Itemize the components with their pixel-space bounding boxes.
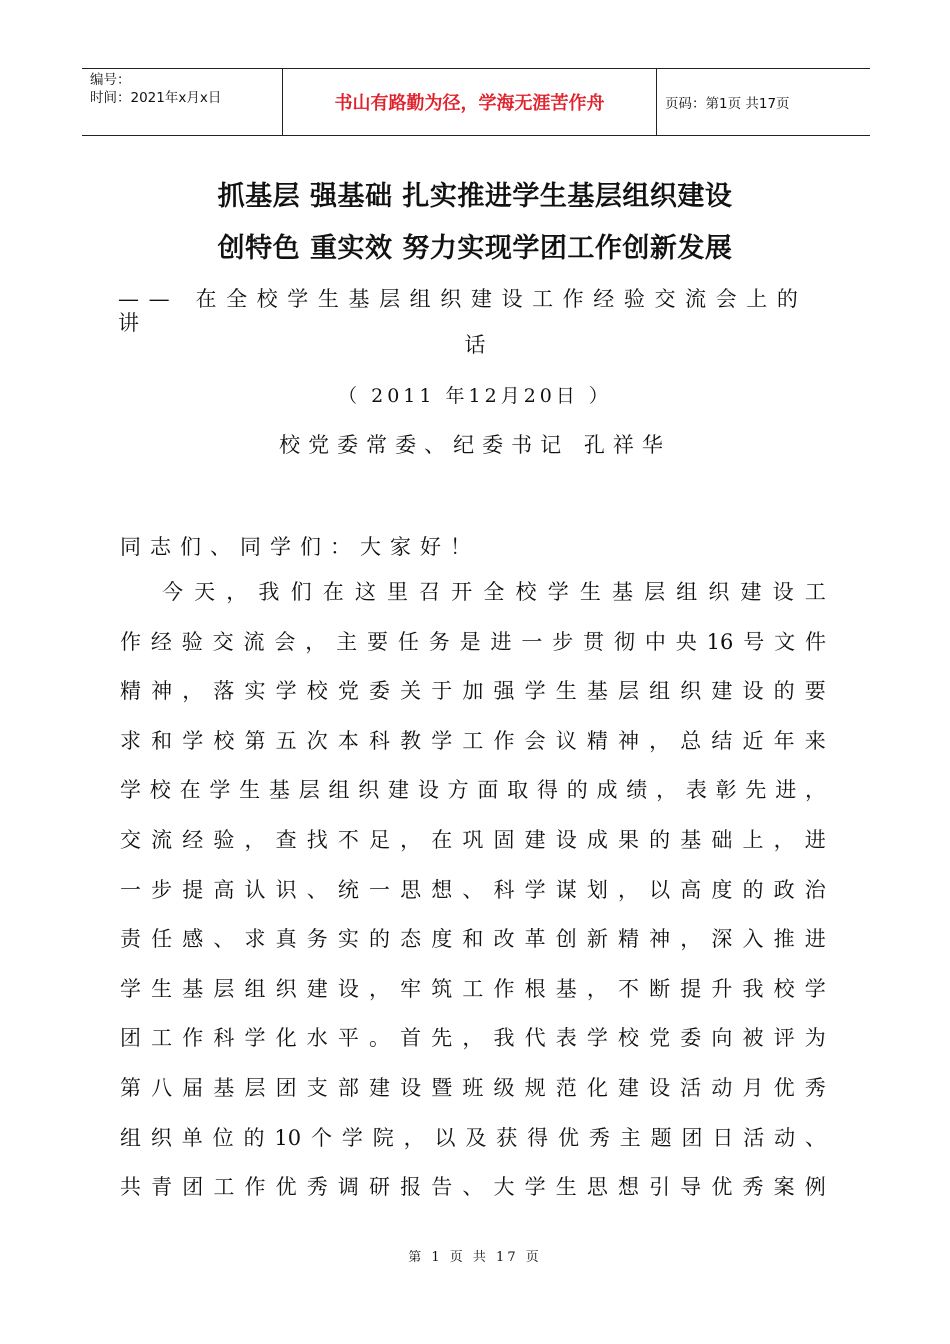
body-line: 学 生 基 层 组 织 建 设 ， 牢 筑 工 作 根 基 ， 不 断 提 升 我 校 学: [120, 976, 826, 1001]
speech-author: 校党委常委、纪委书记 孔祥华: [279, 433, 671, 457]
title-line-1: 抓基层 强基础 扎实推进学生基层组织建设: [217, 181, 733, 212]
body-line: 学 校 在 学 生 基 层 组 织 建 设 方 面 取 得 的 成 绩 ， 表 彰 先 进 ，: [120, 778, 826, 803]
subtitle-line-1: —— 在全校学生基层组织建设工作经验交流会上的讲: [118, 287, 808, 335]
number-label: 编号：: [90, 72, 131, 88]
header-meta-cell: [82, 69, 283, 135]
body-line: 求 和 学 校 第 五 次 本 科 教 学 工 作 会 议 精 神 ， 总 结 近 年 来: [120, 728, 826, 753]
body-line: 共 青 团 工 作 优 秀 调 研 报 告 、 大 学 生 思 想 引 导 优 秀 案 例: [120, 1175, 826, 1200]
body-line: 组 织 单 位 的 10 个 学 院 ， 以 及 获 得 优 秀 主 题 团 日 活 动 、: [120, 1125, 826, 1150]
greeting: 同志们、同学们：大家好！: [120, 535, 480, 559]
subtitle-line-2: 话: [464, 333, 486, 357]
body-line: 交 流 经 验 ， 查 找 不 足 ， 在 巩 固 建 设 成 果 的 基 础 上 ， 进: [120, 827, 826, 852]
header-page-info: 页码：第1页 共17页: [665, 96, 790, 112]
document-header-table: [82, 68, 870, 136]
body-paragraph: [120, 578, 826, 1223]
body-line: 第 八 届 基 层 团 支 部 建 设 暨 班 级 规 范 化 建 设 活 动 月 优 秀: [120, 1075, 826, 1100]
time-label: 时间：2021年x月x日: [90, 90, 222, 106]
page-footer: 第 1 页 共 17 页: [408, 1250, 542, 1265]
body-line: 作 经 验 交 流 会 ， 主 要 任 务 是 进 一 步 贯 彻 中 央 16 号 文 件: [120, 629, 826, 654]
body-line: 团 工 作 科 学 化 水 平 。 首 先 ， 我 代 表 学 校 党 委 向 被 评 为: [120, 1026, 826, 1051]
body-line: 今 天 ， 我 们 在 这 里 召 开 全 校 学 生 基 层 组 织 建 设 工: [162, 580, 826, 604]
body-line: 精 神 ， 落 实 学 校 党 委 关 于 加 强 学 生 基 层 组 织 建 设 的 要: [120, 679, 826, 704]
speech-date: （ 2011 年12月20日 ）: [338, 385, 612, 407]
title-line-2: 创特色 重实效 努力实现学团工作创新发展: [217, 233, 733, 264]
body-line: 一 步 提 高 认 识 、 统 一 思 想 、 科 学 谋 划 ， 以 高 度 的 政 治: [120, 877, 826, 902]
body-line: 责 任 感 、 求 真 务 实 的 态 度 和 改 革 创 新 精 神 ， 深 入 推 进: [120, 927, 826, 952]
header-motto: 书山有路勤为径，学海无涯苦作舟: [283, 69, 657, 135]
